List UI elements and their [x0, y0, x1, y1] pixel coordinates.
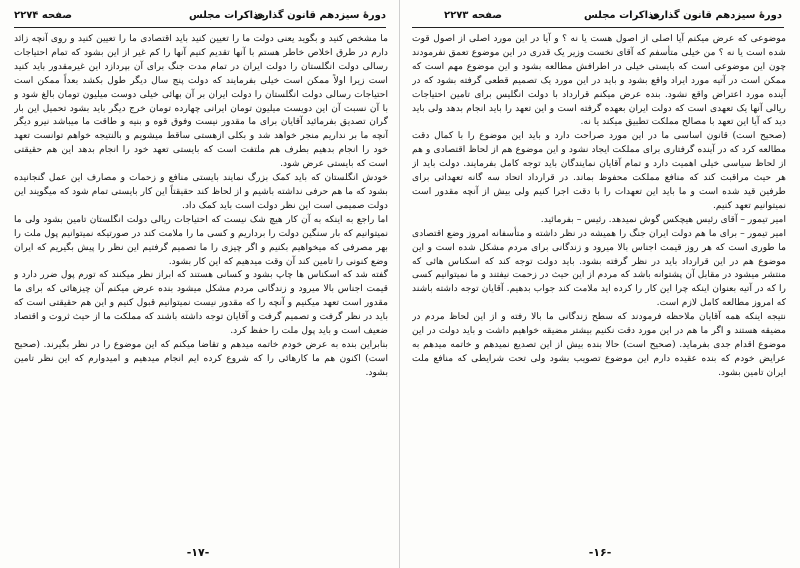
left-page-body [14, 32, 388, 540]
right-page-body [412, 32, 786, 540]
right-header-rule [412, 27, 784, 28]
left-paragraph: بنابراین بنده به عرض خودم خاتمه میدهم و تقاضا میکنم که این موضوع را در نظر بگیرند. (صحیح است) اکنون هم ما کارهائی را که شروع کرده ایم انجام میدهیم و امیدوارم که این نظر تامین بشود. [14, 338, 388, 378]
right-paragraph: امیر تیمور – آقای رئیس هیچکس گوش نمیدهد. رئیس – بفرمائید. [540, 213, 786, 225]
left-paragraph: خودش انگلستان که باید کمک بزرگ نمایند بایستی منافع و زحمات و مصارف این عمل گنجانیده بشود که ما هم حرفی نداشته باشیم و از لحاظ کند حقیقتاً این کار بایستی تمام شود که میگویند این دولت صمیمی است این نظر دولت است باید کمک داد. [14, 172, 388, 211]
right-paragraph: امیر تیمور – برای ما هم دولت ایران جنگ را همیشه در نظر داشته و متأسفانه امروز وضع اقتصادی ما طوری است که هر روز قیمت اجناس بالا میرود و زندگانی برای مردم مشکل شده است و این موضوع هم در این قرارداد باید در نظر گرفته بشود. باید دولت توجه کند که اسکناس هائی که منتشر میشود در مقابل آن پشتوانه باشد که مردم از این حیث در زحمت نیفتند و ما نمیتوانیم کسی را که در آتیه بعنوان اینکه چرا این کار را کرده اید ملامت کند جواب بدهیم. آقایان توجه داشته باشند که امروز مطالعه کامل لازم است. [412, 227, 786, 309]
left-header-rule [14, 27, 386, 28]
left-page-center-title: مذاکرات مجلس [189, 10, 266, 21]
left-page-number: صفحه ۲۲۷۴ [14, 10, 73, 21]
right-page-right-title: دورهٔ سیزدهم قانون گذاری [649, 10, 782, 21]
left-page-right-title: دورهٔ سیزدهم قانون گذاری [253, 10, 386, 21]
right-paragraph: موضوعی که عرض میکنم آیا اصلی از اصول هست یا نه ؟ و آیا در این مورد اصلی از اصول قوت شده است یا نه ؟ من خیلی متأسفم که آقای نخست وزیر یک قدری در این موضوع تعمق نفرمودند چون این موضوعی است که بایستی خیلی در اطرافش مطالعه بشود و این موضوع مهم است که ممکن است در آتیه مورد ایراد واقع بشود و باید در این مورد یک تصمیم قطعی گرفته بشود که در آینده مورد اعتراض واقع نشود. بنده عرض میکنم قرارداد با دولت انگلیس برای تامین احتیاجات ریالی آنها یک تعهدی است که دولت ایران بعهده گرفته است و این تعهد را باید انجام بدهد ولی باید دید که آیا این تعهد با مصالح مملکت تطبیق میکند یا نه. [412, 33, 786, 128]
right-paragraph: نتیجه اینکه همه آقایان ملاحظه فرمودند که سطح زندگانی ما بالا رفته و از این لحاظ مردم در مضیقه هستند و اگر ما هم در این مورد دقت نکنیم بیشتر مضیقه خواهیم داشت و باید دولت در این موضوع اقدام جدی بفرماید. (صحیح است) حالا بنده بیش از این تصدیع نمیدهم و خاتمه میدهم به عرایض خودم که بنده عقیده دارم این موضوع تصویب بشود ولی تحت شرایطی که منافع ملت ایران تامین بشود. [412, 311, 786, 378]
left-paragraph: ما مشخص کنید و بگوید یعنی دولت ما را تعیین کنید باید اقتصادی ما را تعیین کنید و روی آنچه زائد دارم در طرق اخلاص خاطر هستم با آنها تقدیم کنیم آنها را کم غیر از این بشود که تمام احتیاجات رسالی دولت انگلستان را دولت ایران در تمام مدت جنگ برای آن بپردازد این غیرمقدور باید کنید است زیرا اولاً ممکن است خیلی بفرمایند که دولت پنج سال دیگر طول بکشد بعداً ممکن است احتیاجات رسالی دولت انگلستان را دولت ایران بر آن بهائی خیلی دوست میلیون تومان بالغ شود و با آن نسبت آن این دویست میلیون تومان ایرانی چهارده تومان خرج دیگر باید بشود تحمیل این بار گران تصدیق بفرمائید آقایان برای ما مقدور نیست وفوق قوه و بنیه و طاقت ما میباشد نیرو دیگر آنچه ما بر نداریم منجر خواهد شد و بکلی ازهستی ساقط میشویم و بالنتیجه خواهم توانست تعهد خود را انجام بدهیم بطرف هم ملتفت است که بایستی تعهد خود را انجام بدهد این هم حقیقتی است که بایستی عرض شود. [14, 33, 388, 170]
right-page-footer: -۱۶- [588, 546, 612, 559]
right-page-header [412, 10, 782, 26]
right-page [400, 0, 800, 568]
right-page-center-title: مذاکرات مجلس [584, 10, 661, 21]
right-paragraph: (صحیح است) قانون اساسی ما در این مورد صراحت دارد و باید این موضوع را با کمال دقت مطالعه کرد که در آینده گرفتاری برای مملکت ایجاد نشود و این موضوع هم از لحاظ اقتصادی و هم از لحاظ سیاسی خیلی اهمیت دارد و تمام آقایان نمایندگان باید توجه کامل بفرمایند. دولت باید از هر حیث مراقبت کند که منافع مملکت محفوظ بماند. در قرارداد اتحاد سه گانه تعهداتی برای طرفین قید شده است و ما باید این تعهدات را با دقت اجرا کنیم ولی بیش از آنچه مقدور است نمیتوانیم تعهد کنیم. [412, 130, 786, 211]
right-page-number: صفحه ۲۲۷۳ [444, 10, 503, 21]
left-paragraph: اما راجع به اینکه به آن کار هیچ شک نیست که احتیاجات ریالی دولت انگلستان تامین بشود ولی ما نمیتوانیم که بار سنگین دولت را برداریم و کسی ما را ملامت کند در صورتیکه نمیتوانیم پول ملت را بهر مصرفی که میخواهیم بکنیم و اگر چیزی را ما تصمیم گرفتیم این نظر را پیش بگیریم که ایران وضع کنونی را تامین کند آن وقت میدهیم که این کار بشود. [14, 213, 388, 267]
left-page-header [14, 10, 386, 26]
left-page-footer: -۱۷- [186, 546, 210, 559]
left-paragraph: گفته شد که اسکناس ها چاپ بشود و کسانی هستند که ابراز نظر میکنند که تورم پول ضرر دارد و قیمت اجناس بالا میرود و زندگانی مردم مشکل میشود بنده عرض میکنم آن چیزهائی که برای ما مقدور است تعهد میکنیم و آنچه را که مقدور نیست نمیتوانیم قبول کنیم و این هم حقیقتی است که باید در نظر گرفت و تصمیم گرفت و آقایان توجه داشته باشند که مملکت ما از حیث ثروت و اقتصاد ضعیف است و باید پول ملت را حفظ کرد. [14, 269, 388, 337]
